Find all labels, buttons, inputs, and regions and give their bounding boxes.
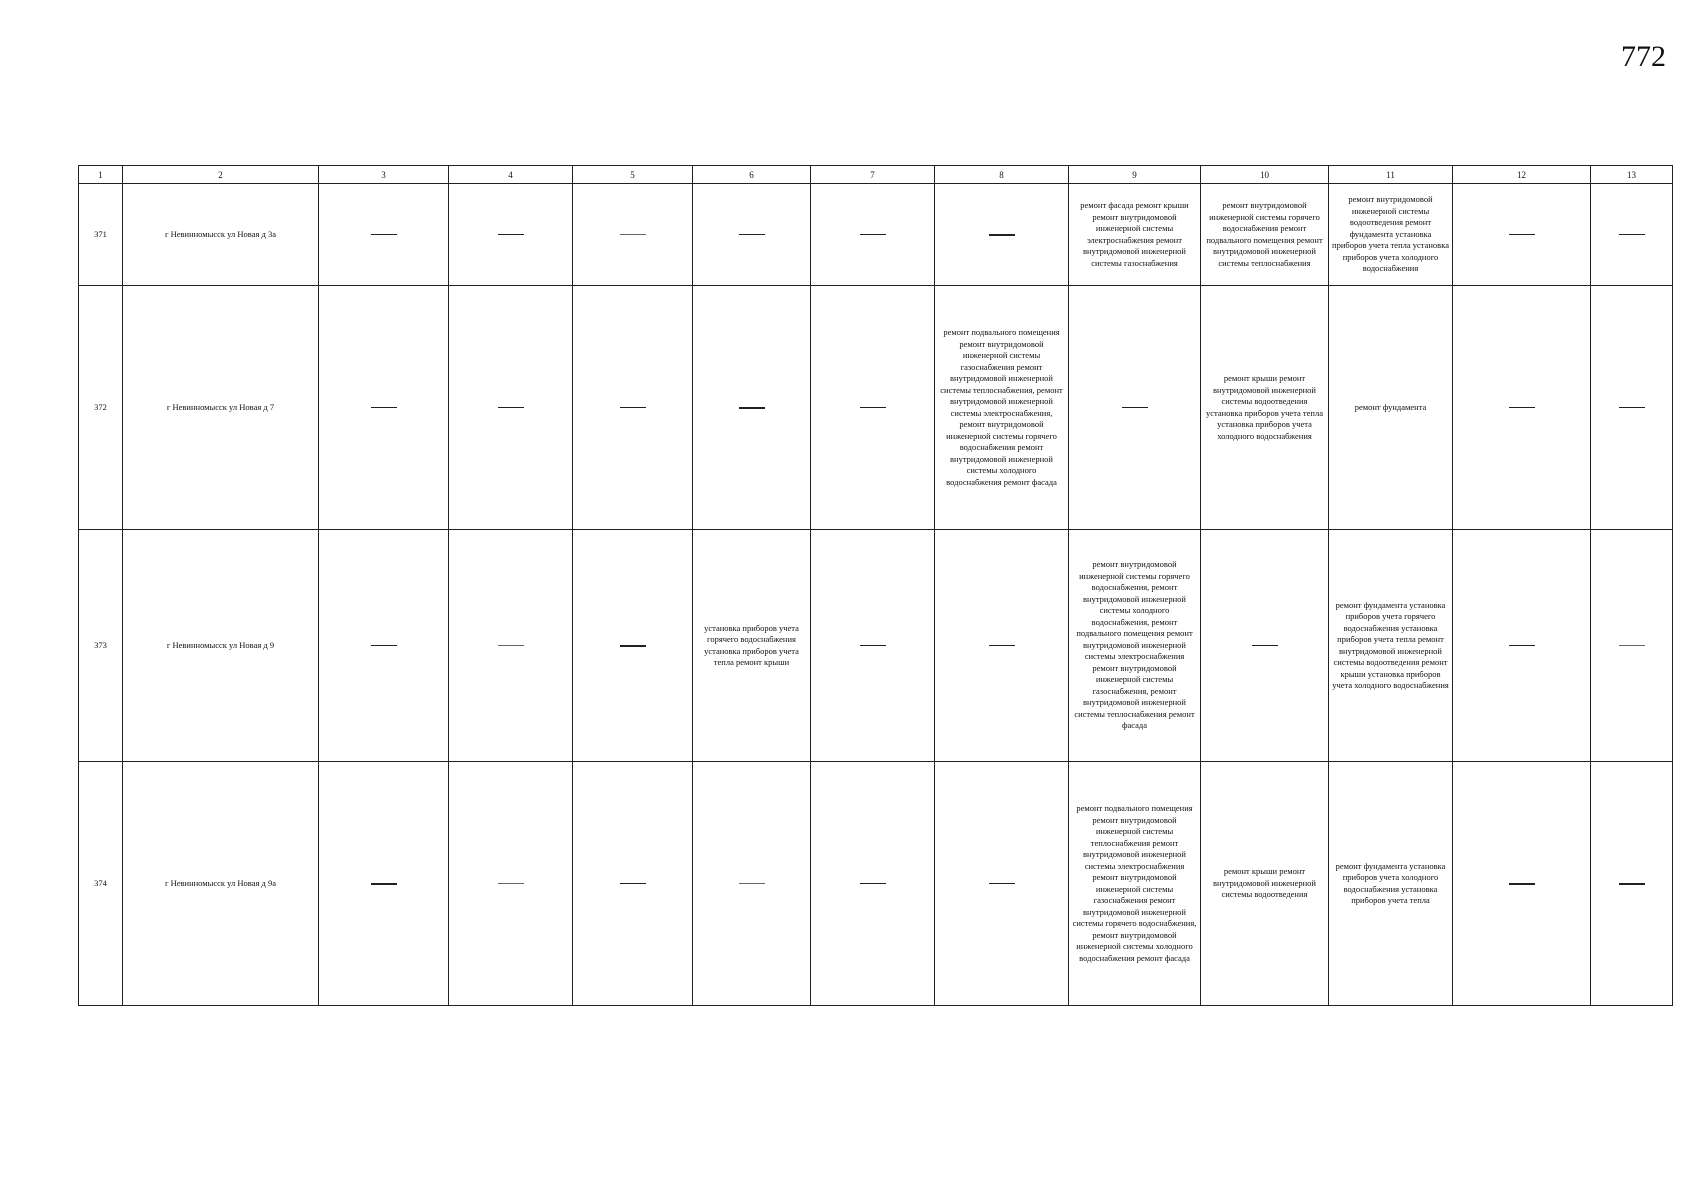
work-cell <box>1201 762 1329 1006</box>
dash-mark <box>371 407 397 408</box>
dash-mark <box>739 407 765 409</box>
empty-cell <box>449 530 573 762</box>
empty-cell <box>319 530 449 762</box>
row-number: 372 <box>79 286 123 530</box>
dash-mark <box>498 645 524 646</box>
empty-cell <box>1201 530 1329 762</box>
dash-mark <box>371 645 397 646</box>
column-header: 5 <box>573 166 693 184</box>
dash-mark <box>1509 234 1535 235</box>
empty-cell <box>1591 530 1673 762</box>
dash-mark <box>1509 645 1535 646</box>
dash-mark <box>860 234 886 235</box>
dash-mark <box>620 883 646 884</box>
dash-mark <box>739 234 765 235</box>
empty-cell <box>1069 286 1201 530</box>
work-text: ремонт крыши ремонт внутридомовой инженерной системы водоотведения <box>1213 866 1316 900</box>
dash-mark <box>620 407 646 408</box>
column-header: 2 <box>123 166 319 184</box>
empty-cell <box>573 184 693 286</box>
dash-mark <box>371 883 397 885</box>
dash-mark <box>1252 645 1278 646</box>
repair-schedule-table <box>78 165 1673 1006</box>
work-text: ремонт фасада ремонт крыши ремонт внутридомовой инженерной системы электроснабжения ремонт внутридомовой инженерной системы газоснабжения <box>1080 200 1189 268</box>
table-row <box>79 762 1673 1006</box>
work-cell <box>1069 762 1201 1006</box>
empty-cell <box>573 762 693 1006</box>
empty-cell <box>1453 530 1591 762</box>
empty-cell <box>935 530 1069 762</box>
work-text: ремонт фундамента установка приборов учета горячего водоснабжения установка приборов учета тепла ремонт внутридомовой инженерной системы водоотведения ремонт крыши установка приборов учета холодного водоснабжения <box>1332 599 1449 690</box>
work-cell <box>1069 530 1201 762</box>
work-cell <box>1329 286 1453 530</box>
column-header: 6 <box>693 166 811 184</box>
empty-cell <box>573 530 693 762</box>
work-text: ремонт внутридомовой инженерной системы горячего водоснабжения, ремонт внутридомовой инженерной системы холодного водоснабжения, ремонт подвального помещения ремонт внутридомовой инженерной системы электроснабжения ремонт внутридомовой инженерной системы газоснабжения, ремонт внутридомовой инженерной системы теплоснабжения ремонт фасада <box>1074 559 1195 731</box>
work-text: ремонт фундамента <box>1354 401 1427 412</box>
column-header: 3 <box>319 166 449 184</box>
column-header: 4 <box>449 166 573 184</box>
empty-cell <box>319 762 449 1006</box>
table-row <box>79 286 1673 530</box>
column-header: 12 <box>1453 166 1591 184</box>
empty-cell <box>449 184 573 286</box>
column-header: 1 <box>79 166 123 184</box>
work-cell <box>1329 530 1453 762</box>
work-cell <box>1201 286 1329 530</box>
column-header: 11 <box>1329 166 1453 184</box>
work-text: ремонт фундамента установка приборов учета холодного водоснабжения установка приборов учета тепла <box>1335 860 1446 905</box>
dash-mark <box>498 883 524 884</box>
column-header: 7 <box>811 166 935 184</box>
work-text: ремонт подвального помещения ремонт внутридомовой инженерной системы газоснабжения ремонт внутридомовой инженерной системы теплоснабжения, ремонт внутридомовой инженерной системы электроснабжения, ремонт внутридомовой инженерной системы горячего водоснабжения ремонт внутридомовой инженерной системы холодного водоснабжения ремонт фасада <box>940 327 1063 487</box>
dash-mark <box>620 645 646 647</box>
table-row <box>79 530 1673 762</box>
address-cell: г Невинномысск ул Новая д 9 <box>123 530 319 762</box>
dash-mark <box>860 883 886 884</box>
column-header: 8 <box>935 166 1069 184</box>
dash-mark <box>1619 234 1645 235</box>
dash-mark <box>739 883 765 884</box>
empty-cell <box>1591 762 1673 1006</box>
address-cell: г Невинномысск ул Новая д 7 <box>123 286 319 530</box>
empty-cell <box>449 286 573 530</box>
dash-mark <box>1619 407 1645 408</box>
column-header: 9 <box>1069 166 1201 184</box>
dash-mark <box>620 234 646 235</box>
page-number: 772 <box>1621 40 1666 73</box>
dash-mark <box>1619 645 1645 646</box>
work-text: ремонт подвального помещения ремонт внутридомовой инженерной системы теплоснабжения ремонт внутридомовой инженерной системы электроснабжения ремонт внутридомовой инженерной системы газоснабжения ремонт внутридомовой инженерной системы горячего водоснабжения, ремонт внутридомовой инженерной системы холодного водоснабжения ремонт фасада <box>1072 803 1197 963</box>
work-text: ремонт внутридомовой инженерной системы горячего водоснабжения ремонт подвального помещения ремонт внутридомовой инженерной системы теплоснабжения <box>1206 200 1323 268</box>
dash-mark <box>989 645 1015 646</box>
work-text: ремонт крыши ремонт внутридомовой инженерной системы водоотведения установка приборов учета тепла установка приборов учета холодного водоснабжения <box>1206 373 1323 441</box>
empty-cell <box>1453 762 1591 1006</box>
empty-cell <box>693 286 811 530</box>
row-number: 373 <box>79 530 123 762</box>
column-header: 13 <box>1591 166 1673 184</box>
empty-cell <box>449 762 573 1006</box>
address-cell: г Невинномысск ул Новая д 9а <box>123 762 319 1006</box>
empty-cell <box>573 286 693 530</box>
dash-mark <box>860 645 886 646</box>
empty-cell <box>319 286 449 530</box>
table-row <box>79 184 1673 286</box>
dash-mark <box>1509 407 1535 408</box>
empty-cell <box>811 286 935 530</box>
empty-cell <box>811 762 935 1006</box>
work-cell <box>1329 762 1453 1006</box>
work-cell <box>693 530 811 762</box>
empty-cell <box>693 762 811 1006</box>
dash-mark <box>1122 407 1148 408</box>
empty-cell <box>1453 286 1591 530</box>
work-cell <box>1329 184 1453 286</box>
work-text: ремонт внутридомовой инженерной системы водоотведения ремонт фундамента установка приборов учета тепла установка приборов учета холодного водоснабжения <box>1332 194 1449 274</box>
empty-cell <box>811 184 935 286</box>
dash-mark <box>371 234 397 235</box>
empty-cell <box>1591 184 1673 286</box>
empty-cell <box>935 762 1069 1006</box>
empty-cell <box>1591 286 1673 530</box>
column-number-header-row <box>79 166 1673 184</box>
work-cell <box>1201 184 1329 286</box>
row-number: 374 <box>79 762 123 1006</box>
dash-mark <box>989 883 1015 884</box>
dash-mark <box>989 234 1015 236</box>
empty-cell <box>935 184 1069 286</box>
dash-mark <box>498 234 524 235</box>
dash-mark <box>498 407 524 408</box>
work-text: установка приборов учета горячего водоснабжения установка приборов учета тепла ремонт крыши <box>704 622 799 667</box>
work-cell <box>1069 184 1201 286</box>
dash-mark <box>1619 883 1645 885</box>
empty-cell <box>693 184 811 286</box>
address-cell: г Невинномысск ул Новая д 3а <box>123 184 319 286</box>
column-header: 10 <box>1201 166 1329 184</box>
row-number: 371 <box>79 184 123 286</box>
empty-cell <box>1453 184 1591 286</box>
work-cell <box>935 286 1069 530</box>
empty-cell <box>319 184 449 286</box>
dash-mark <box>860 407 886 408</box>
dash-mark <box>1509 883 1535 885</box>
empty-cell <box>811 530 935 762</box>
